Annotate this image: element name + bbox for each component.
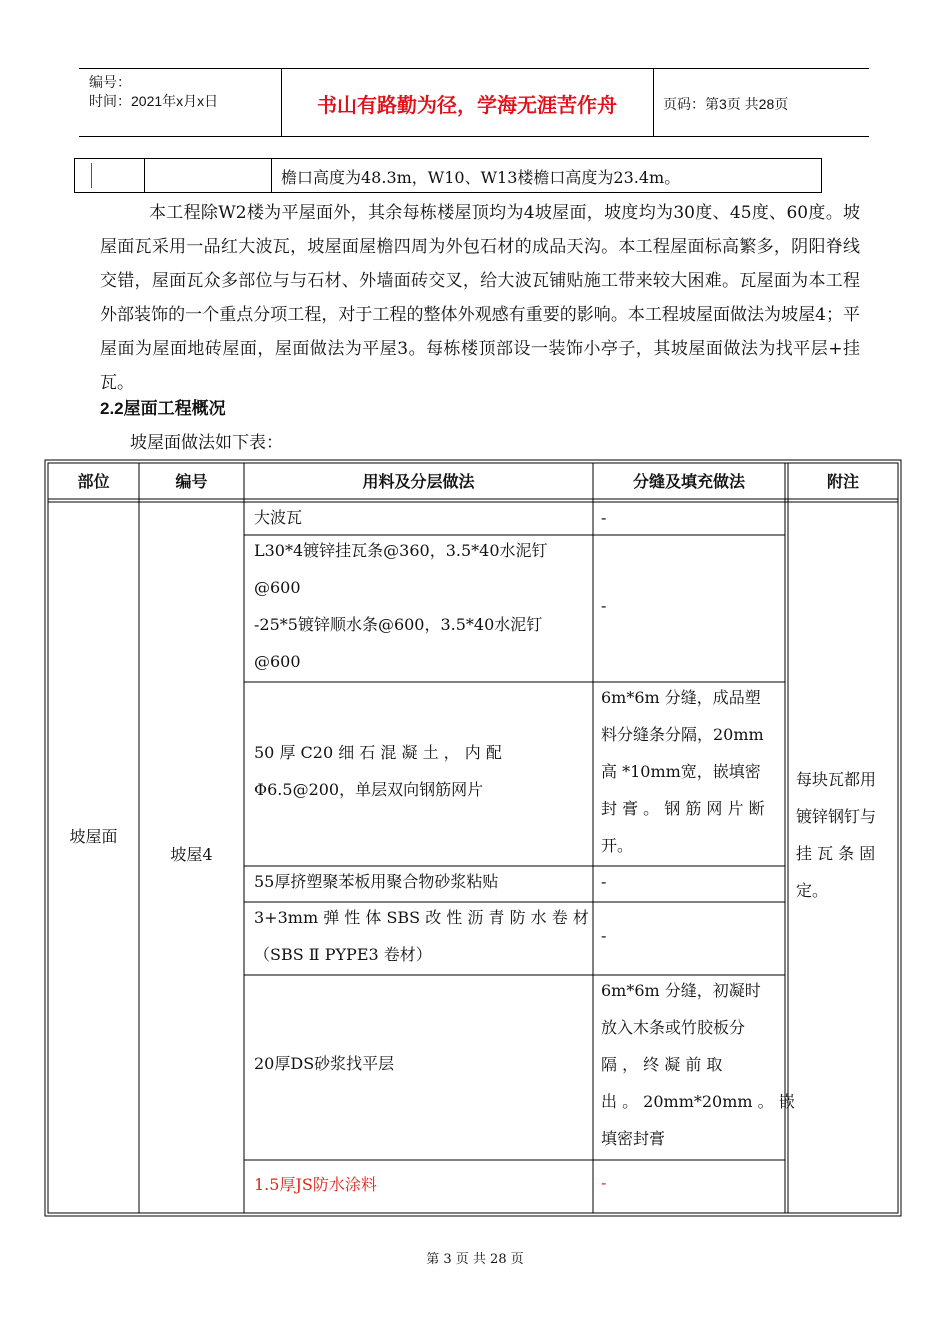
column-header-code: 编号 xyxy=(175,474,208,491)
continued-table xyxy=(74,158,822,193)
joint-line: 隔 ， 终 凝 前 取 xyxy=(601,1055,723,1074)
page-header xyxy=(79,68,869,137)
table-cell-code: 坡屋4 xyxy=(170,845,213,864)
material-line: @600 xyxy=(254,652,301,671)
column-header-note: 附注 xyxy=(826,474,859,491)
table-row-joint xyxy=(601,917,606,954)
joint-line: - xyxy=(601,508,607,527)
table-row-material xyxy=(254,1045,394,1082)
table-row-joint xyxy=(601,679,765,864)
joint-line: 6m*6m 分缝，初凝时 xyxy=(601,981,761,1000)
material-line: 3+3mm 弹 性 体 SBS 改 性 沥 青 防 水 卷 材 xyxy=(254,908,589,927)
table-row-joint xyxy=(601,499,606,536)
page-footer: 第 3 页 共 28 页 xyxy=(426,1252,524,1267)
joint-line: 料分缝条分隔，20mm xyxy=(601,725,764,744)
joint-line: - xyxy=(601,872,607,891)
table-row-joint xyxy=(601,587,606,624)
table-row-material xyxy=(254,863,498,900)
material-line: L30*4镀锌挂瓦条@360，3.5*40水泥钉 xyxy=(254,541,548,560)
column-header-part: 部位 xyxy=(77,474,110,491)
note-line: 挂 瓦 条 固 xyxy=(796,844,876,863)
table-border xyxy=(271,159,272,192)
note-line: 定。 xyxy=(796,881,829,900)
header-divider xyxy=(653,69,654,136)
doc-code-label: 编号： xyxy=(89,74,131,90)
header-motto: 书山有路勤为径，学海无涯苦作舟 xyxy=(317,95,617,117)
table-cell-part: 坡屋面 xyxy=(69,827,118,846)
material-line: 大波瓦 xyxy=(254,508,303,527)
joint-line: 填密封膏 xyxy=(601,1129,666,1148)
joint-line: 6m*6m 分缝，成品塑 xyxy=(601,688,761,707)
roof-description: 本工程除W2楼为平屋面外，其余每栋楼屋顶均为4坡屋面，坡度均为30度、45度、60度。坡屋面瓦采用一品红大波瓦，坡屋面屋檐四周为外包石材的成品天沟。本工程屋面标高繁多，阴阳脊线交错，屋面瓦众多部位与与石材、外墙面砖交叉，给大波瓦铺贴施工带来较大困难。瓦屋面为本工程外部装饰的一个重点分项工程，对于工程的整体外观感有重要的影响。本工程坡屋面做法为坡屋4；平屋面为屋面地砖屋面，屋面做法为平屋3。每栋楼顶部设一装饰小亭子，其坡屋面做法为找平层+挂瓦。 xyxy=(100,203,860,393)
table-row-material xyxy=(254,1166,377,1203)
table-intro: 坡屋面做法如下表： xyxy=(130,433,283,453)
material-line: 20厚DS砂浆找平层 xyxy=(254,1054,395,1073)
table-row-material xyxy=(254,532,548,680)
table-row-material xyxy=(254,734,584,808)
material-line: Φ6.5@200，单层双向钢筋网片 xyxy=(254,780,484,799)
joint-line: 高 *10mm宽，嵌填密 xyxy=(601,762,761,781)
material-line: 1.5厚JS防水涂料 xyxy=(254,1175,377,1194)
doc-time-label: 时间：2021年x月x日 xyxy=(89,93,219,109)
joint-line: 放入木条或竹胶板分 xyxy=(601,1018,746,1037)
column-header-joint: 分缝及填充做法 xyxy=(632,474,745,491)
table-row-material xyxy=(254,499,302,536)
table-row-joint xyxy=(601,863,606,900)
joint-line: 封 膏 。 钢 筋 网 片 断 xyxy=(601,799,765,818)
note-line: 每块瓦都用 xyxy=(796,770,877,789)
section-heading: 2.2屋面工程概况 xyxy=(100,399,226,418)
column-header-material: 用料及分层做法 xyxy=(362,474,475,491)
table-row-material xyxy=(254,899,589,973)
joint-line: - xyxy=(601,1173,607,1192)
joint-line: 出 。 20mm*20mm 。 嵌 xyxy=(601,1092,795,1111)
body-paragraph xyxy=(100,196,860,400)
header-meta xyxy=(89,73,218,111)
table-row-joint xyxy=(601,972,795,1157)
material-line: @600 xyxy=(254,578,301,597)
eave-height-text: 檐口高度为48.3m，W10、W13楼檐口高度为23.4m。 xyxy=(281,168,681,187)
header-page-number: 页码：第3页 共28页 xyxy=(663,96,789,112)
joint-line: - xyxy=(601,926,607,945)
note-line: 镀锌钢钉与 xyxy=(796,807,877,826)
table-border xyxy=(91,163,92,188)
material-line: -25*5镀锌顺水条@600，3.5*40水泥钉 xyxy=(254,615,543,634)
material-line: 55厚挤塑聚苯板用聚合物砂浆粘贴 xyxy=(254,872,499,891)
joint-line: 开。 xyxy=(601,836,634,855)
table-cell-note xyxy=(796,761,896,909)
material-line: 50 厚 C20 细 石 混 凝 土 ， 内 配 xyxy=(254,743,502,762)
material-line: （SBS Ⅱ PYPE3 卷材） xyxy=(254,945,432,964)
table-row-joint xyxy=(601,1164,606,1201)
joint-line: - xyxy=(601,596,607,615)
table-border xyxy=(144,159,145,192)
